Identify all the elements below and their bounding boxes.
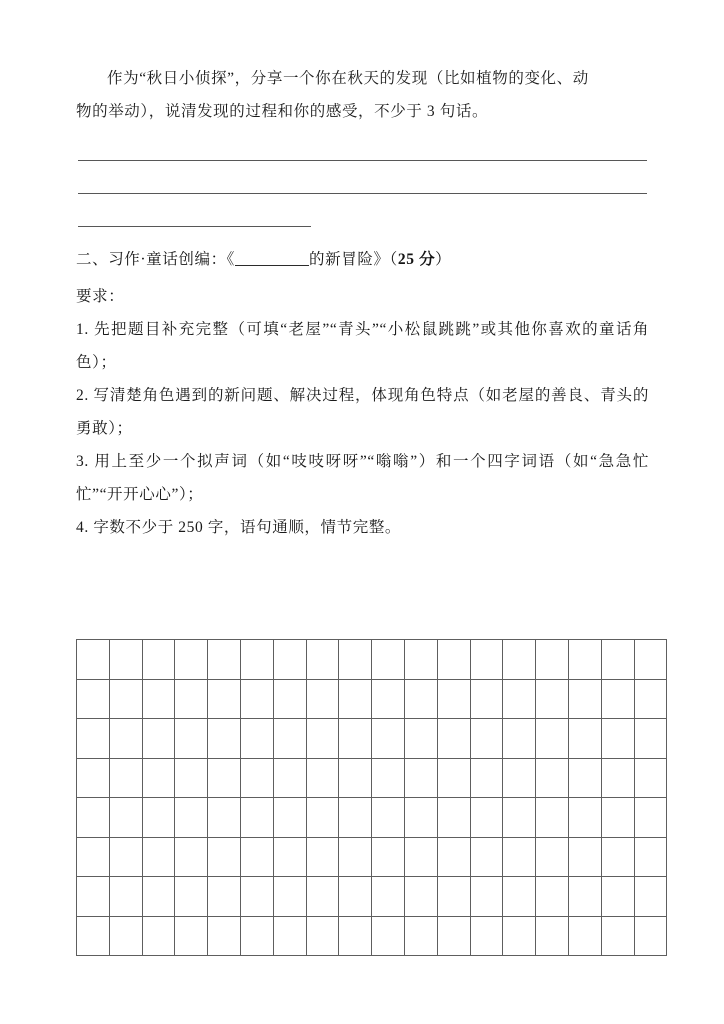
composition-grid-cell[interactable] [339,798,372,838]
composition-grid-cell[interactable] [109,877,142,917]
composition-grid-cell[interactable] [634,877,667,917]
composition-grid-cell[interactable] [503,916,536,956]
section-title-tail: 的新冒险》 [309,251,390,268]
composition-grid-cell[interactable] [339,877,372,917]
composition-grid-cell[interactable] [208,877,241,917]
composition-grid-cell[interactable] [470,758,503,798]
composition-grid-cell[interactable] [601,719,634,759]
composition-grid-cell[interactable] [306,640,339,680]
prompt-line-1: 作为“秋日小侦探”，分享一个你在秋天的发现（比如植物的变化、动 [107,70,589,87]
composition-grid-cell[interactable] [142,719,175,759]
composition-grid-cell[interactable] [306,719,339,759]
composition-grid-cell[interactable] [568,719,601,759]
composition-grid-cell[interactable] [240,719,273,759]
composition-grid-cell[interactable] [142,877,175,917]
composition-grid-cell[interactable] [372,916,405,956]
composition-grid-cell[interactable] [339,640,372,680]
composition-grid-body [77,640,667,956]
composition-grid-cell[interactable] [536,640,569,680]
composition-grid-cell[interactable] [470,877,503,917]
composition-grid-cell[interactable] [208,798,241,838]
composition-grid-cell[interactable] [372,640,405,680]
composition-grid-cell[interactable] [568,640,601,680]
composition-grid-cell[interactable] [208,837,241,877]
composition-grid-cell[interactable] [372,877,405,917]
composition-grid-cell[interactable] [404,640,437,680]
composition-grid-cell[interactable] [437,719,470,759]
section-heading [76,243,649,276]
composition-grid-cell[interactable] [175,798,208,838]
composition-grid-wrapper [76,639,667,956]
composition-grid-cell[interactable] [503,679,536,719]
composition-grid-cell[interactable] [437,679,470,719]
composition-grid-cell[interactable] [470,798,503,838]
composition-grid-cell[interactable] [437,837,470,877]
composition-grid-cell[interactable] [503,798,536,838]
composition-grid-cell[interactable] [536,798,569,838]
composition-grid-cell[interactable] [77,798,110,838]
composition-grid-cell[interactable] [536,837,569,877]
composition-grid-cell[interactable] [634,758,667,798]
title-blank-field[interactable] [235,265,309,266]
requirement-2-number: 2. [76,387,89,404]
composition-grid-cell[interactable] [77,758,110,798]
composition-grid[interactable] [76,639,667,956]
composition-grid-cell[interactable] [601,758,634,798]
composition-grid-cell[interactable] [240,837,273,877]
composition-grid-row [77,877,667,917]
composition-grid-cell[interactable] [536,679,569,719]
answer-rules [76,138,649,237]
composition-grid-cell[interactable] [273,877,306,917]
composition-grid-cell[interactable] [306,837,339,877]
composition-grid-cell[interactable] [240,640,273,680]
composition-grid-cell[interactable] [142,758,175,798]
composition-grid-cell[interactable] [273,837,306,877]
composition-grid-row [77,916,667,956]
composition-grid-cell[interactable] [568,916,601,956]
requirement-item-2 [76,379,649,445]
composition-grid-cell[interactable] [470,837,503,877]
composition-grid-cell[interactable] [470,719,503,759]
section-score: 25 分 [397,251,436,268]
composition-grid-cell[interactable] [339,719,372,759]
composition-grid-cell[interactable] [208,640,241,680]
composition-grid-cell[interactable] [208,758,241,798]
composition-grid-cell[interactable] [175,916,208,956]
composition-grid-cell[interactable] [634,837,667,877]
answer-rule-3[interactable] [76,204,649,237]
composition-grid-cell[interactable] [77,916,110,956]
composition-grid-cell[interactable] [601,679,634,719]
composition-grid-cell[interactable] [240,758,273,798]
composition-grid-cell[interactable] [404,679,437,719]
composition-grid-cell[interactable] [634,640,667,680]
composition-grid-cell[interactable] [175,837,208,877]
requirement-1-text: 先把题目补充完整（可填“老屋”“青头”“小松鼠跳跳”或其他你喜欢的童话角色）； [76,321,649,371]
composition-grid-cell[interactable] [536,877,569,917]
composition-grid-cell[interactable] [568,837,601,877]
composition-grid-cell[interactable] [372,798,405,838]
composition-grid-cell[interactable] [208,719,241,759]
composition-grid-cell[interactable] [273,719,306,759]
composition-grid-cell[interactable] [372,837,405,877]
composition-grid-cell[interactable] [634,916,667,956]
requirement-item-1 [76,313,649,379]
answer-rule-1[interactable] [76,138,649,171]
composition-grid-cell[interactable] [339,837,372,877]
composition-grid-cell[interactable] [175,758,208,798]
composition-grid-cell[interactable] [601,798,634,838]
composition-grid-cell[interactable] [175,719,208,759]
composition-grid-cell[interactable] [437,640,470,680]
composition-grid-row [77,837,667,877]
composition-grid-cell[interactable] [142,679,175,719]
composition-grid-cell[interactable] [142,798,175,838]
composition-grid-cell[interactable] [536,916,569,956]
composition-grid-cell[interactable] [503,640,536,680]
composition-grid-cell[interactable] [404,758,437,798]
composition-grid-cell[interactable] [109,916,142,956]
composition-grid-cell[interactable] [77,877,110,917]
composition-grid-cell[interactable] [634,798,667,838]
composition-grid-cell[interactable] [437,877,470,917]
composition-grid-cell[interactable] [372,679,405,719]
composition-grid-cell[interactable] [109,640,142,680]
composition-grid-cell[interactable] [109,719,142,759]
composition-grid-cell[interactable] [339,758,372,798]
composition-grid-row [77,758,667,798]
composition-grid-cell[interactable] [372,719,405,759]
composition-grid-cell[interactable] [109,798,142,838]
composition-grid-cell[interactable] [109,837,142,877]
section-number: 二、 [76,251,109,268]
composition-grid-cell[interactable] [142,640,175,680]
requirement-3-number: 3. [76,453,89,470]
requirement-3-text: 用上至少一个拟声词（如“吱吱呀呀”“嗡嗡”）和一个四字词语（如“急急忙忙”“开开心心”）； [76,453,649,503]
requirement-1-number: 1. [76,321,89,338]
composition-grid-cell[interactable] [536,719,569,759]
composition-grid-cell[interactable] [306,798,339,838]
composition-grid-cell[interactable] [273,640,306,680]
score-close-paren: ） [435,251,452,268]
composition-grid-cell[interactable] [208,916,241,956]
composition-grid-cell[interactable] [536,758,569,798]
requirement-4-number: 4. [76,519,89,536]
composition-grid-cell[interactable] [601,640,634,680]
composition-grid-cell[interactable] [339,679,372,719]
composition-grid-cell[interactable] [77,719,110,759]
answer-rule-2[interactable] [76,171,649,204]
composition-grid-cell[interactable] [306,877,339,917]
composition-grid-cell[interactable] [240,798,273,838]
score-open-paren: （ [389,251,398,268]
composition-grid-cell[interactable] [175,877,208,917]
composition-grid-cell[interactable] [109,758,142,798]
composition-grid-cell[interactable] [404,837,437,877]
prompt-line-2: 物的举动），说清发现的过程和你的感受，不少于 3 句话。 [76,103,489,120]
composition-grid-cell[interactable] [273,758,306,798]
composition-grid-cell[interactable] [404,798,437,838]
composition-grid-cell[interactable] [470,679,503,719]
composition-grid-cell[interactable] [142,837,175,877]
composition-grid-cell[interactable] [77,640,110,680]
composition-grid-cell[interactable] [404,719,437,759]
composition-grid-cell[interactable] [208,679,241,719]
composition-grid-cell[interactable] [339,916,372,956]
composition-grid-cell[interactable] [503,758,536,798]
composition-grid-cell[interactable] [273,916,306,956]
composition-grid-cell[interactable] [601,837,634,877]
requirement-item-4 [76,511,649,544]
composition-grid-cell[interactable] [77,837,110,877]
composition-grid-cell[interactable] [470,916,503,956]
composition-grid-cell[interactable] [601,877,634,917]
requirement-2-text: 写清楚角色遇到的新问题、解决过程，体现角色特点（如老屋的善良、青头的勇敢）； [76,387,649,437]
section-title: 习作·童话创编：《 [108,251,236,268]
composition-grid-cell[interactable] [109,679,142,719]
composition-grid-cell[interactable] [175,679,208,719]
composition-grid-cell[interactable] [77,679,110,719]
composition-grid-cell[interactable] [568,798,601,838]
composition-grid-cell[interactable] [306,679,339,719]
composition-grid-cell[interactable] [503,877,536,917]
composition-grid-cell[interactable] [404,916,437,956]
composition-grid-cell[interactable] [437,798,470,838]
composition-grid-cell[interactable] [568,758,601,798]
composition-grid-cell[interactable] [503,837,536,877]
content-column [76,62,649,544]
requirement-item-3 [76,445,649,511]
composition-grid-cell[interactable] [273,679,306,719]
requirements-heading: 要求： [76,288,125,305]
composition-grid-cell[interactable] [470,640,503,680]
requirement-4-text: 字数不少于 250 字，语句通顺，情节完整。 [93,519,402,536]
composition-grid-cell[interactable] [437,916,470,956]
composition-grid-cell[interactable] [240,877,273,917]
composition-grid-cell[interactable] [437,758,470,798]
composition-grid-cell[interactable] [306,758,339,798]
composition-grid-row [77,679,667,719]
composition-grid-cell[interactable] [240,916,273,956]
composition-grid-cell[interactable] [175,640,208,680]
composition-grid-cell[interactable] [503,719,536,759]
composition-grid-cell[interactable] [568,679,601,719]
composition-grid-cell[interactable] [634,719,667,759]
composition-grid-cell[interactable] [372,758,405,798]
composition-grid-row [77,640,667,680]
composition-grid-cell[interactable] [634,679,667,719]
composition-grid-cell[interactable] [240,679,273,719]
composition-grid-cell[interactable] [568,877,601,917]
composition-grid-cell[interactable] [404,877,437,917]
composition-grid-cell[interactable] [273,798,306,838]
composition-grid-cell[interactable] [306,916,339,956]
composition-grid-cell[interactable] [601,916,634,956]
composition-grid-cell[interactable] [142,916,175,956]
composition-grid-row [77,798,667,838]
composition-grid-row [77,719,667,759]
